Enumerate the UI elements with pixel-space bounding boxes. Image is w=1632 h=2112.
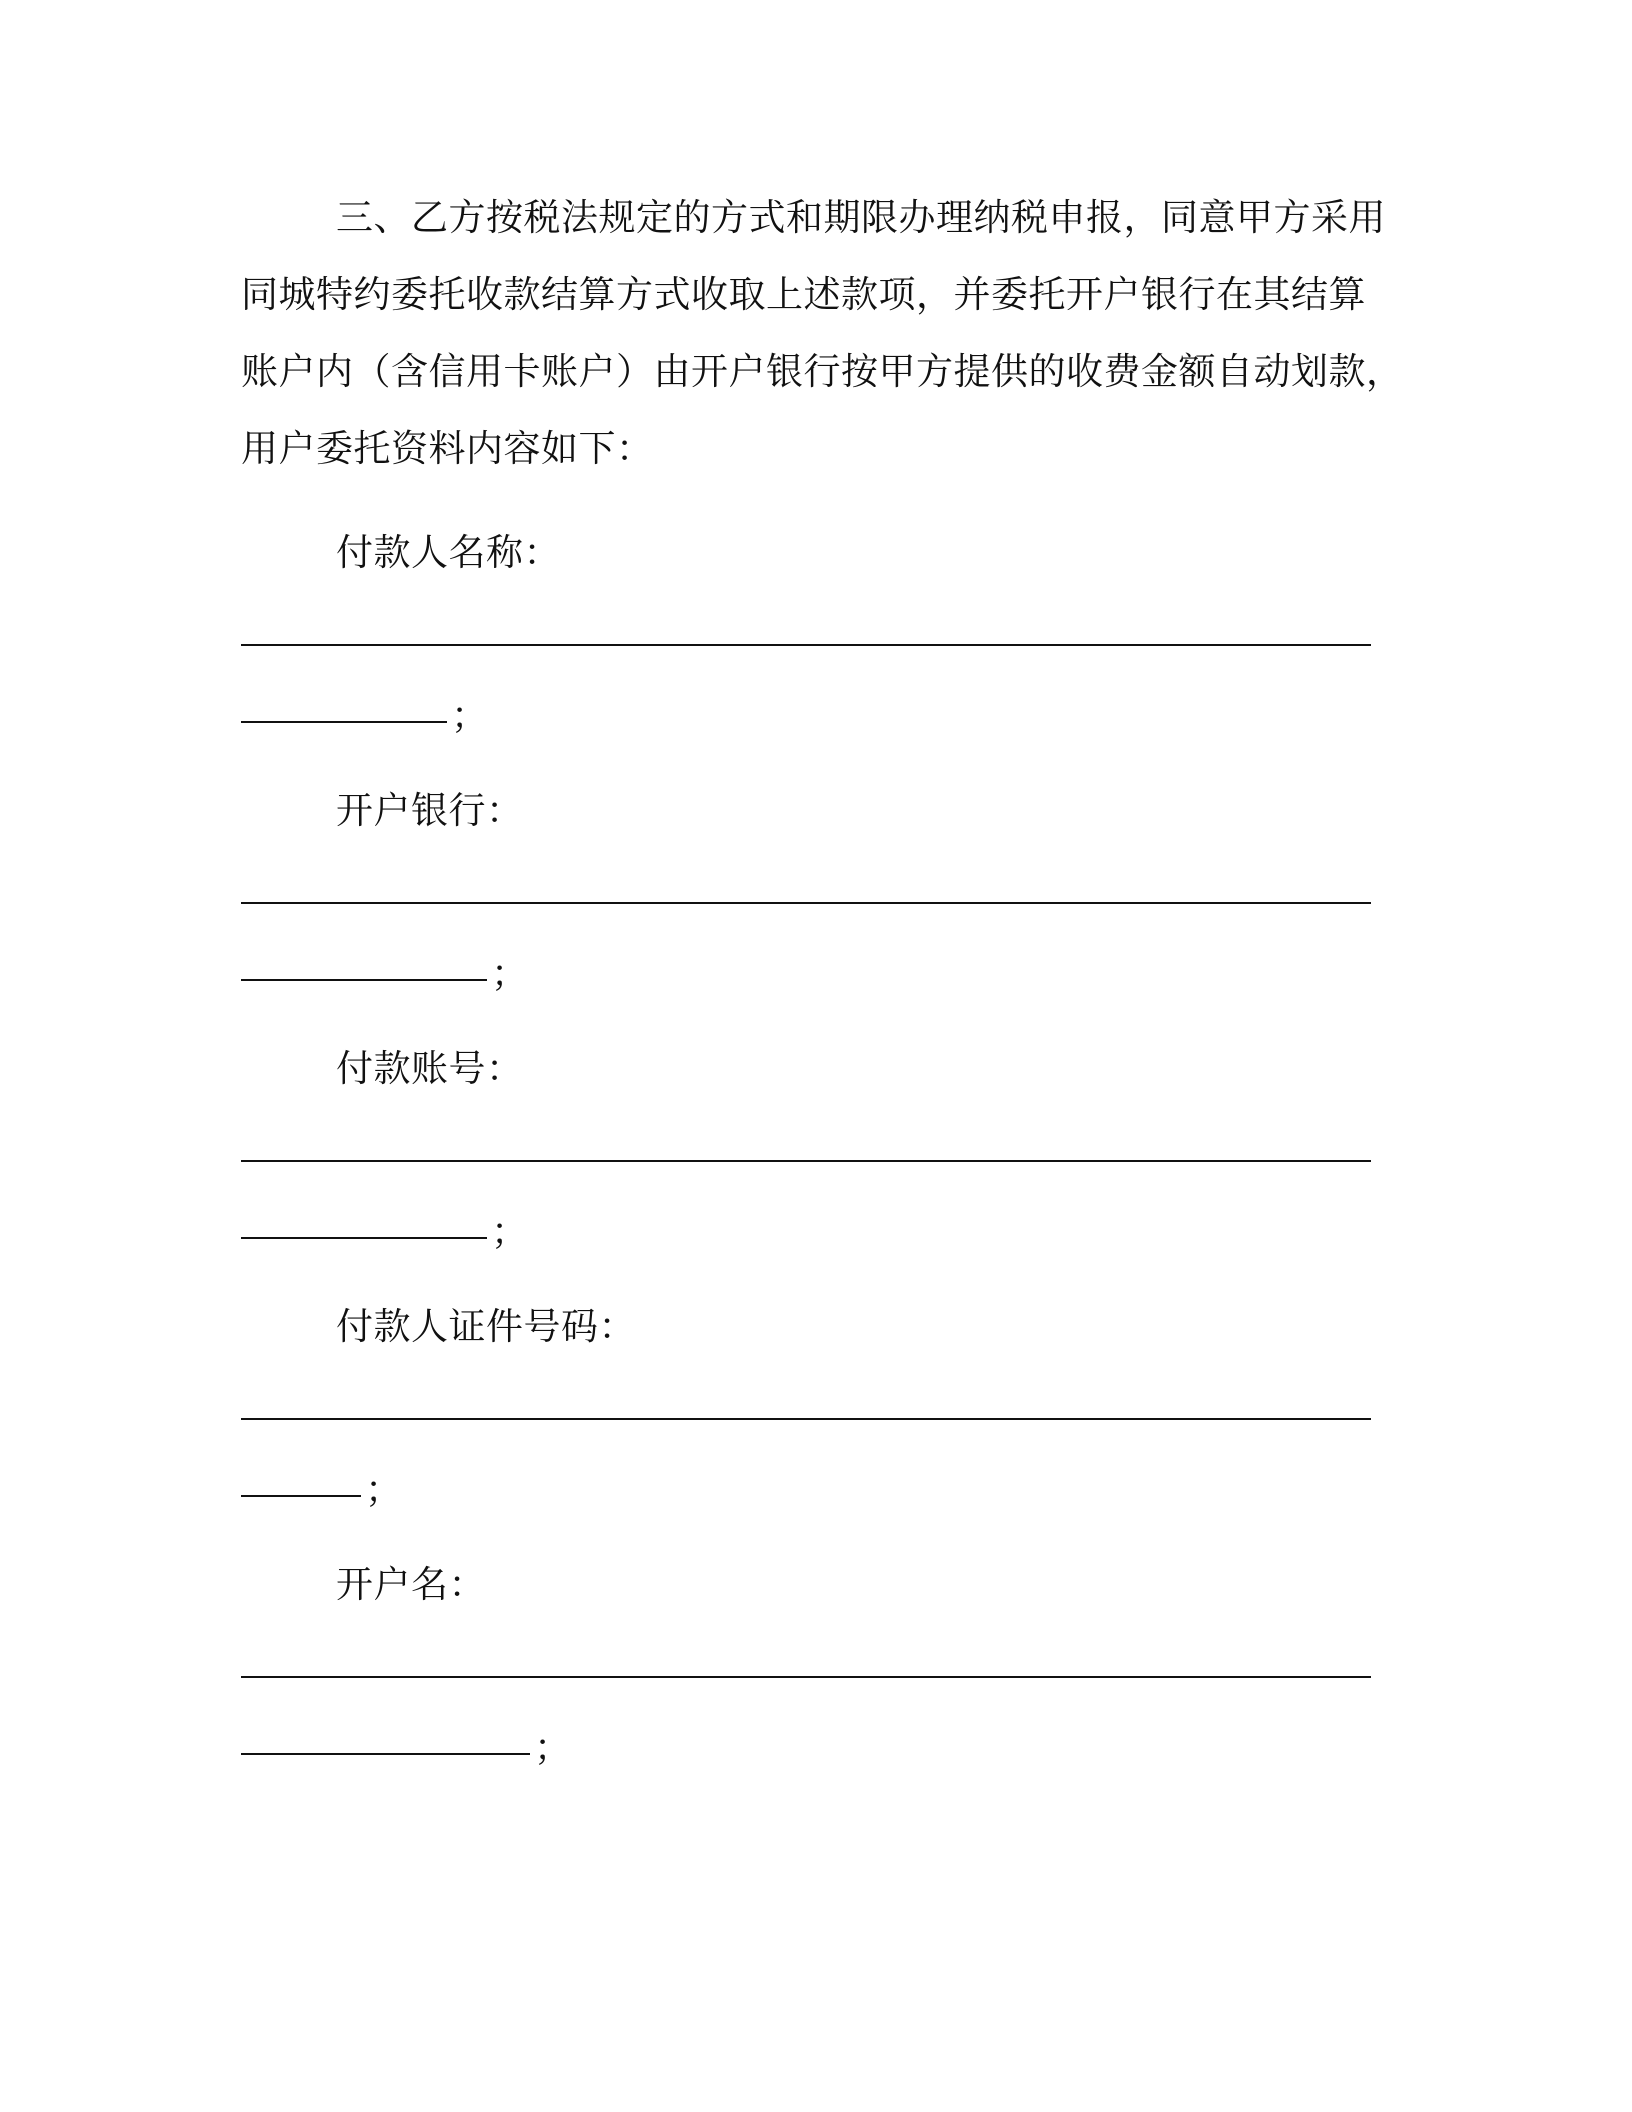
blank-line-payer-name-2 (241, 691, 1371, 741)
underline (241, 644, 1371, 646)
intro-line-1: 三、乙方按税法规定的方式和期限办理纳税申报，同意甲方采用 (336, 196, 1386, 239)
terminator-account-name: ； (534, 1726, 571, 1769)
intro-line-2: 同城特约委托收款结算方式收取上述款项，并委托开户银行在其结算 (241, 273, 1366, 316)
terminator-bank: ； (491, 952, 528, 995)
field-label-bank: 开户银行： (336, 789, 524, 832)
terminator-account-number: ； (491, 1210, 528, 1253)
field-label-account-name: 开户名： (336, 1563, 486, 1606)
blank-line-account-number-1 (241, 1130, 1371, 1180)
underline (241, 1418, 1371, 1420)
field-label-id-number: 付款人证件号码： (336, 1305, 636, 1348)
blank-line-bank-1 (241, 872, 1371, 922)
blank-line-bank-2 (241, 949, 1371, 999)
intro-line-4: 用户委托资料内容如下： (241, 427, 654, 470)
blank-line-account-number-2 (241, 1207, 1371, 1257)
underline (241, 902, 1371, 904)
blank-line-account-name-2 (241, 1723, 1371, 1773)
terminator-payer-name: ； (451, 694, 488, 737)
underline (241, 1676, 1371, 1678)
blank-line-id-number-1 (241, 1388, 1371, 1438)
blank-line-account-name-1 (241, 1646, 1371, 1696)
blank-line-id-number-2 (241, 1465, 1371, 1515)
blank-line-payer-name-1 (241, 614, 1371, 664)
field-label-account-number: 付款账号： (336, 1047, 524, 1090)
underline (241, 1753, 530, 1755)
underline (241, 721, 447, 723)
underline (241, 1495, 361, 1497)
terminator-id-number: ； (365, 1468, 402, 1511)
field-label-payer-name: 付款人名称： (336, 531, 561, 574)
underline (241, 979, 487, 981)
intro-line-3: 账户内（含信用卡账户）由开户银行按甲方提供的收费金额自动划款， (241, 350, 1404, 393)
underline (241, 1160, 1371, 1162)
underline (241, 1237, 487, 1239)
